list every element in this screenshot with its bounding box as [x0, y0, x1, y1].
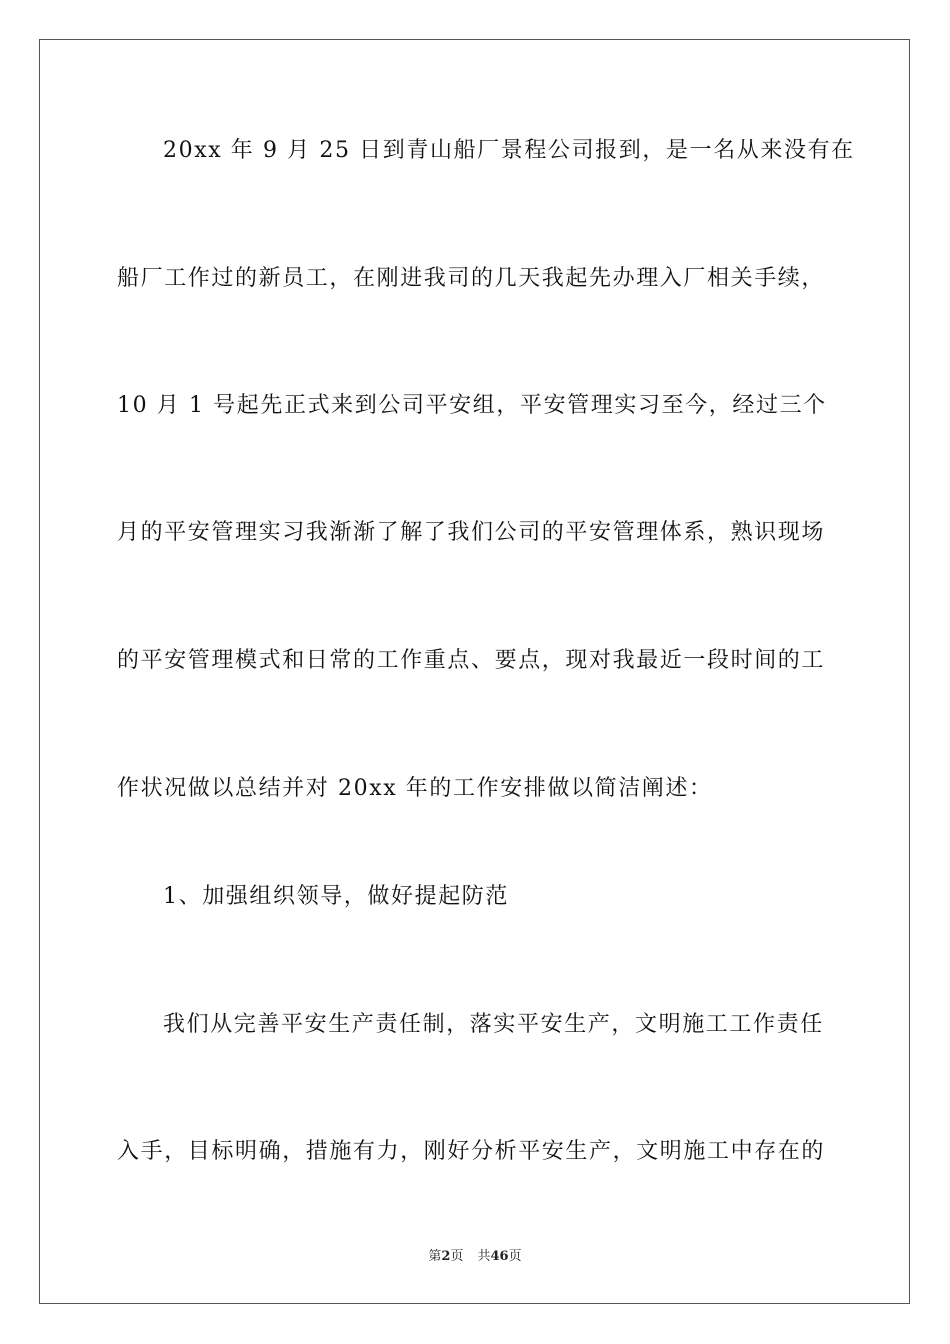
total-pages-suffix: 页 — [508, 1249, 522, 1264]
paragraph-line: 船厂工作过的新员工，在刚进我司的几天我起先办理入厂相关手续， — [117, 266, 826, 291]
paragraph-line: 入手，目标明确，措施有力，刚好分析平安生产，文明施工中存在的 — [117, 1139, 826, 1164]
paragraph-line: 作状况做以总结并对 20xx 年的工作安排做以简洁阐述： — [117, 776, 713, 801]
paragraph-line: 的平安管理模式和日常的工作重点、要点，现对我最近一段时间的工 — [117, 648, 826, 673]
paragraph-line: 月的平安管理实习我渐渐了解了我们公司的平安管理体系，熟识现场 — [117, 520, 826, 545]
total-pages-prefix: 共 — [477, 1249, 491, 1264]
paragraph-line: 我们从完善平安生产责任制，落实平安生产，文明施工工作责任 — [163, 1012, 824, 1037]
total-pages: 46 — [490, 1249, 509, 1264]
paragraph-line: 10 月 1 号起先正式来到公司平安组，平安管理实习至今，经过三个 — [117, 393, 827, 418]
page-number: 2 — [441, 1249, 451, 1264]
section-heading: 1、加强组织领导，做好提起防范 — [163, 884, 509, 909]
paragraph-line: 20xx 年 9 月 25 日到青山船厂景程公司报到，是一名从来没有在 — [163, 138, 855, 163]
page-footer — [0, 1248, 950, 1266]
page-number-prefix: 第 — [428, 1249, 442, 1264]
page-number-suffix: 页 — [450, 1249, 464, 1264]
